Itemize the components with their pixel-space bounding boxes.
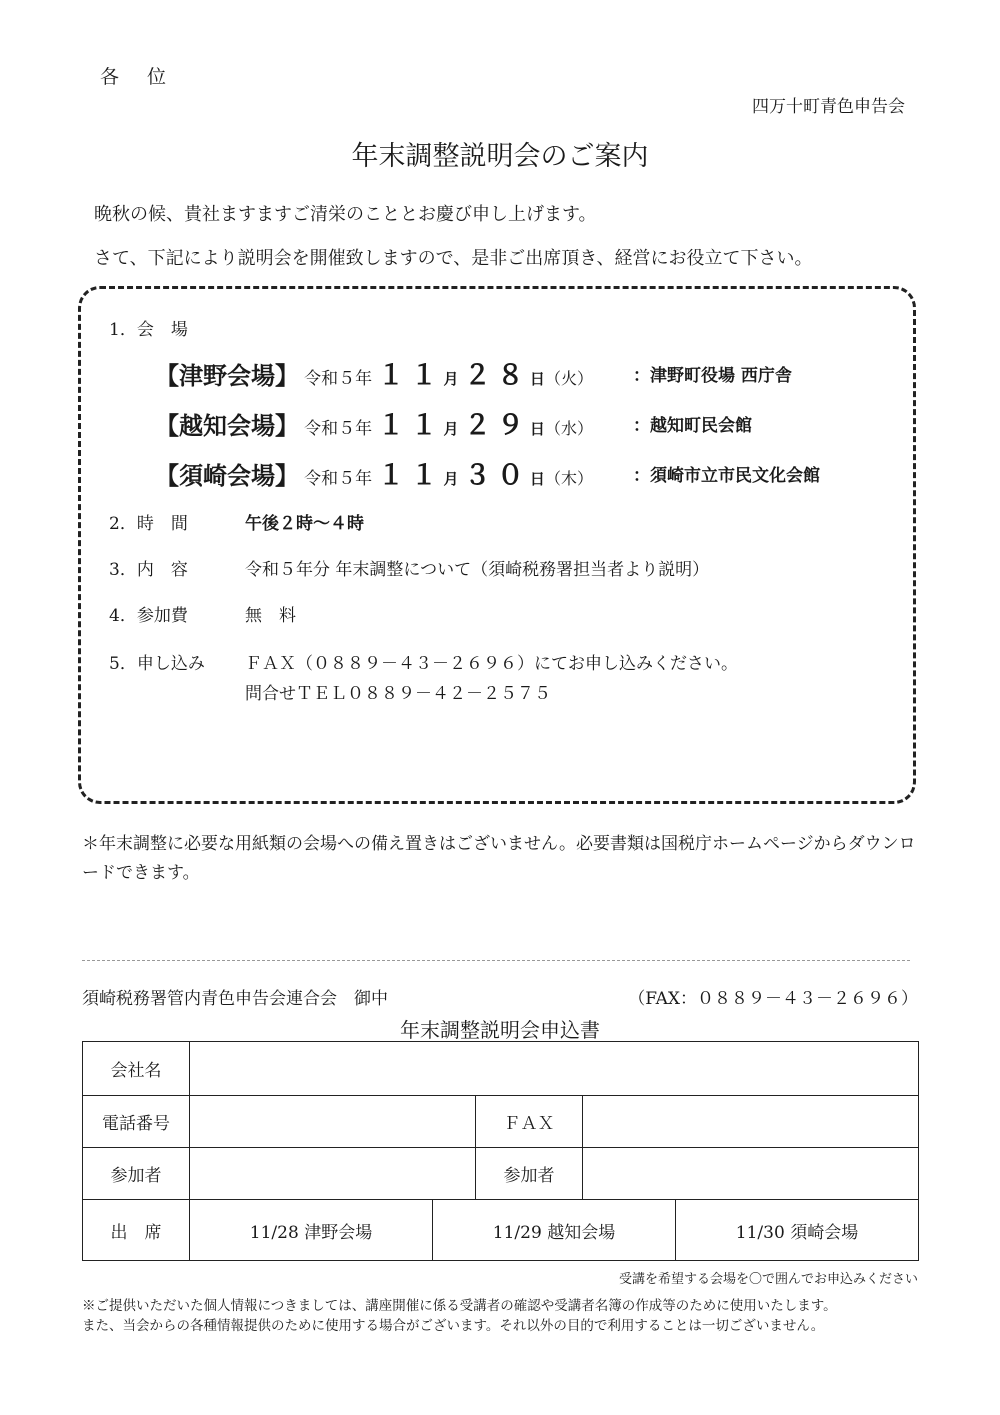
- venue-month: １１: [377, 410, 444, 441]
- attendance-options: [190, 1200, 919, 1261]
- venue-day-unit: 日: [529, 420, 545, 438]
- circle-instruction: 受講を希望する会場を〇で囲んでお申込みください: [618, 1272, 918, 1287]
- form-fax-number: （FAX：０８８９－４３－２６９６）: [628, 989, 918, 1009]
- apply-label: 5．申し込み: [109, 654, 205, 674]
- info-box: [78, 286, 916, 804]
- company-field[interactable]: [190, 1042, 919, 1096]
- content-label: 3．内 容: [109, 560, 188, 580]
- venue-name: 【津野会場】: [155, 361, 299, 390]
- venue-day-unit: 日: [529, 370, 545, 388]
- time-label: 2．時 間: [109, 514, 188, 534]
- note-text: ＊年末調整に必要な用紙類の会場への備え置きはございません。必要書類は国税庁ホームページからダウンロードできます。: [82, 834, 916, 883]
- venue-month-unit: 月: [443, 370, 459, 388]
- venue-day: ３０: [463, 460, 530, 491]
- fee-value: 無 料: [245, 606, 296, 626]
- addressee: 各位: [100, 66, 195, 88]
- venue-row: [155, 353, 593, 392]
- intro-text: さて、下記により説明会を開催致しますので、是非ご出席頂き、経営にお役立て下さい。: [94, 248, 813, 269]
- venue-era: 令和５年: [304, 419, 373, 439]
- apply-value: ＦＡＸ（０８８９－４３－２６９６）にてお申し込みください。: [245, 654, 738, 674]
- venue-day: ２８: [463, 360, 530, 391]
- participant-field[interactable]: [190, 1148, 476, 1200]
- contact-value: 問合せＴＥＬ０８８９－４２－２５７５: [245, 684, 551, 704]
- venue-label: 1．会 場: [109, 320, 188, 340]
- venue-month-unit: 月: [443, 470, 459, 488]
- cut-line: [82, 960, 910, 961]
- time-value: 午後２時～４時: [245, 514, 364, 534]
- company-label: 会社名: [83, 1042, 190, 1096]
- greeting-text: 晩秋の候、貴社ますますご清栄のこととお慶び申し上げます。: [94, 204, 597, 225]
- venue-era: 令和５年: [304, 469, 373, 489]
- participant-label: 参加者: [83, 1148, 190, 1200]
- fax-label: ＦＡＸ: [476, 1096, 583, 1148]
- fax-field[interactable]: [583, 1096, 919, 1148]
- form-recipient: 須崎税務署管内青色申告会連合会 御中: [82, 989, 388, 1009]
- venue-place: ：津野町役場 西庁舎: [633, 366, 792, 386]
- venue-place: ：須崎市立市民文化会館: [633, 466, 820, 486]
- venue-date: [304, 460, 593, 491]
- venue-era: 令和５年: [304, 369, 373, 389]
- venue-date: [304, 410, 593, 441]
- venue-month: １１: [377, 360, 444, 391]
- attendance-label: 出 席: [83, 1200, 190, 1261]
- venue-day-unit: 日: [529, 470, 545, 488]
- venue-dow: （水）: [544, 419, 593, 438]
- venue-dow: （木）: [544, 469, 593, 488]
- page-title: 年末調整説明会のご案内: [351, 141, 649, 172]
- content-value: 令和５年分 年末調整について（須崎税務署担当者より説明）: [245, 560, 710, 580]
- attendance-option-susaki[interactable]: 11/30 須崎会場: [675, 1200, 918, 1260]
- venue-row: [155, 453, 593, 492]
- participant-field-2[interactable]: [583, 1148, 919, 1200]
- fee-label: 4．参加費: [109, 606, 188, 626]
- phone-field[interactable]: [190, 1096, 476, 1148]
- attendance-option-tsuno[interactable]: 11/28 津野会場: [249, 1222, 373, 1243]
- privacy-line-1: ※ご提供いただいた個人情報につきましては、講座開催に係る受講者の確認や受講者名簿の作成等のために使用いたします。: [82, 1298, 837, 1314]
- venue-place: ：越知町民会館: [633, 416, 752, 436]
- venue-day: ２９: [463, 410, 530, 441]
- venue-name: 【須崎会場】: [155, 461, 299, 490]
- venue-row: [155, 403, 593, 442]
- attendance-option-ochi[interactable]: 11/29 越知会場: [432, 1200, 675, 1260]
- privacy-notice: [82, 1296, 837, 1336]
- application-form: [82, 1041, 919, 1261]
- phone-label: 電話番号: [83, 1096, 190, 1148]
- participant-label-2: 参加者: [476, 1148, 583, 1200]
- venue-month-unit: 月: [443, 420, 459, 438]
- venue-month: １１: [377, 460, 444, 491]
- venue-date: [304, 360, 593, 391]
- form-title: 年末調整説明会申込書: [400, 1018, 600, 1042]
- venue-name: 【越知会場】: [155, 411, 299, 440]
- venue-dow: （火）: [544, 369, 593, 388]
- sender-name: 四万十町青色申告会: [752, 97, 905, 117]
- privacy-line-2: また、当会からの各種情報提供のために使用する場合がございます。それ以外の目的で利用することは一切ございません。: [82, 1318, 825, 1334]
